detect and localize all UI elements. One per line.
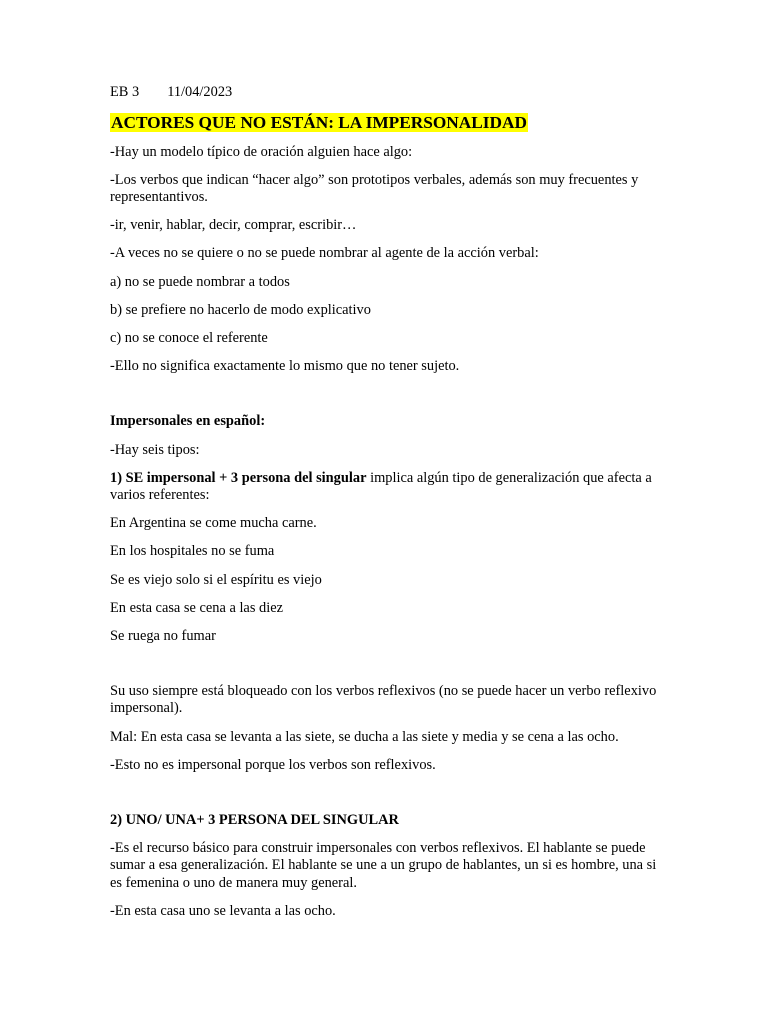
intro-paragraph-2: -Los verbos que indican “hacer algo” son prototipos verbales, además son muy frecuentes y representantivos. (110, 171, 639, 205)
example-line: Se es viejo solo si el espíritu es viejo (110, 571, 322, 588)
title-highlight: ACTORES QUE NO ESTÁN: LA IMPERSONALIDAD (111, 113, 527, 132)
uno-una-description: -Es el recurso básico para construir impersonales con verbos reflexivos. El hablante se puede sumar a esa generalización. El hablante se une a un grupo de hablantes, un si es hombre, una si es femenina o uno de manera muy general. (110, 840, 657, 891)
intro-paragraph-4: -A veces no se quiere o no se puede nombrar al agente de la acción verbal: (110, 245, 539, 262)
example-line: En los hospitales no se fuma (110, 543, 275, 560)
document-title (110, 113, 670, 133)
bad-example-explanation: -Esto no es impersonal porque los verbos son reflexivos. (110, 756, 436, 773)
bad-example: Mal: En esta casa se levanta a las siete, se ducha a las siete y media y se cena a las ocho. (110, 728, 619, 745)
type-1-description: implica algún tipo de generalización que afecta a varios referentes: (110, 469, 652, 503)
intro-paragraph-3: -ir, venir, hablar, decir, comprar, escribir… (110, 217, 357, 234)
types-line: -Hay seis tipos: (110, 441, 200, 458)
document-page (110, 84, 670, 920)
example-line: En esta casa se cena a las diez (110, 599, 283, 616)
intro-list-item-c: c) no se conoce el referente (110, 329, 268, 346)
intro-list-item-b: b) se prefiere no hacerlo de modo explicativo (110, 301, 371, 318)
intro-paragraph-1: -Hay un modelo típico de oración alguien hace algo: (110, 143, 413, 160)
example-line: En Argentina se come mucha carne. (110, 515, 317, 532)
course-code: EB 3 (110, 84, 140, 100)
section-heading-impersonales: Impersonales en español: (110, 413, 266, 430)
section-heading-uno-una: 2) UNO/ UNA+ 3 PERSONA DEL SINGULAR (110, 811, 399, 828)
type-1-paragraph (110, 470, 670, 504)
intro-paragraph-5: -Ello no significa exactamente lo mismo que no tener sujeto. (110, 358, 460, 375)
type-1-label: 1) SE impersonal + 3 persona del singular (110, 469, 367, 486)
reflexive-note: Su uso siempre está bloqueado con los verbos reflexivos (no se puede hacer un verbo reflexivo impersonal). (110, 683, 657, 717)
intro-list-item-a: a) no se puede nombrar a todos (110, 273, 290, 290)
example-line: Se ruega no fumar (110, 627, 216, 644)
uno-una-example: -En esta casa uno se levanta a las ocho. (110, 902, 336, 919)
document-date: 11/04/2023 (167, 84, 233, 100)
document-header (110, 84, 670, 103)
